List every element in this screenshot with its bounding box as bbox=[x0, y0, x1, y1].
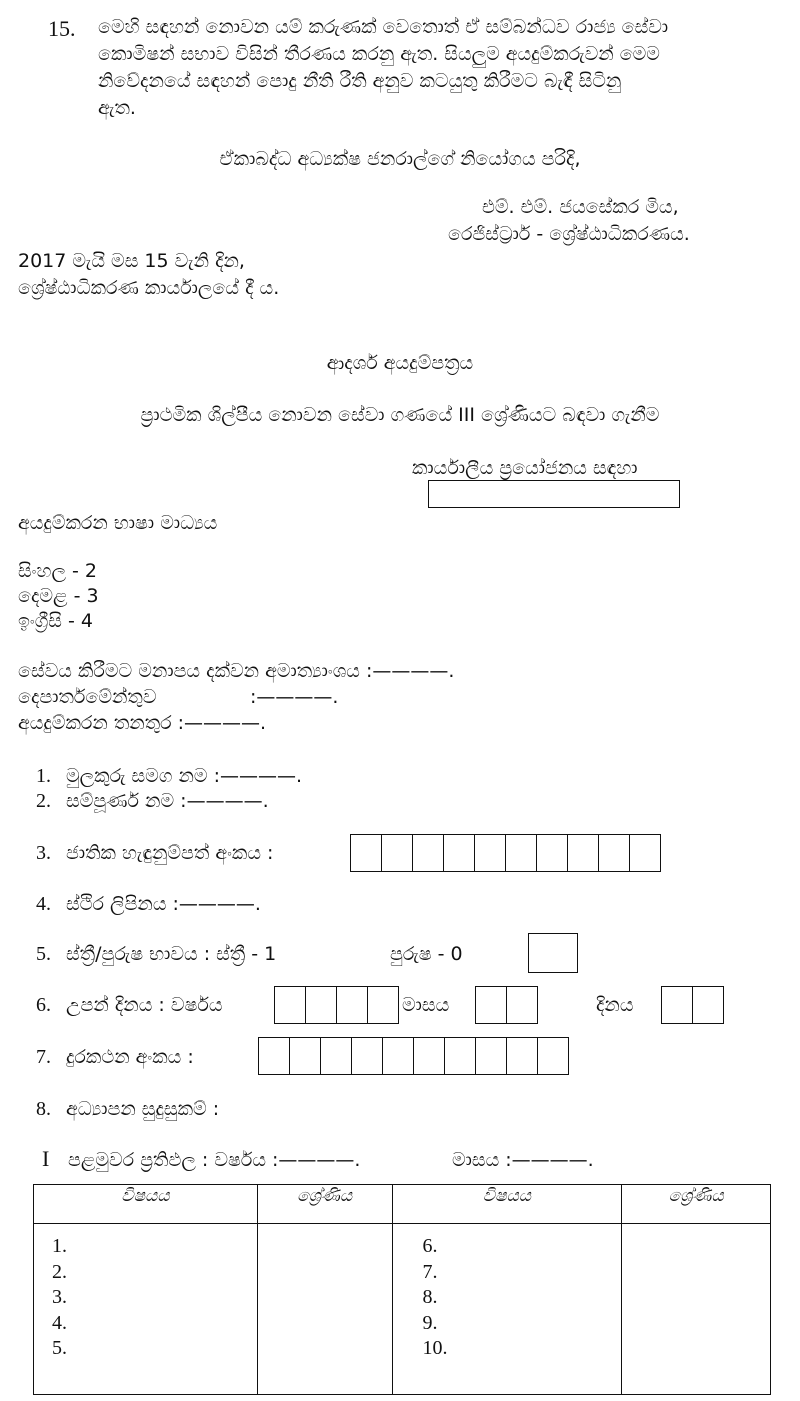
first-attempt-year: පළමුවර ප්‍රතිඵල : වර්ෂය :————. bbox=[68, 1149, 361, 1171]
nic-digit-box[interactable] bbox=[381, 834, 413, 872]
item-5-male-label: පුරුෂ - 0 bbox=[390, 943, 463, 965]
item-1-number: 1. bbox=[36, 765, 51, 787]
post-line: අයදුම්කරන තනතුර :————. bbox=[18, 712, 267, 734]
birth-month-label: මාසය bbox=[402, 994, 450, 1016]
nic-digit-box[interactable] bbox=[567, 834, 599, 872]
subject-header: විෂයය bbox=[34, 1185, 258, 1224]
item-4-label: ස්ථිර ලිපිනය :————. bbox=[66, 893, 261, 915]
item-7-number: 7. bbox=[36, 1046, 51, 1068]
nic-number-boxes[interactable] bbox=[350, 834, 660, 872]
phone-digit-box[interactable] bbox=[320, 1037, 352, 1075]
nic-digit-box[interactable] bbox=[412, 834, 444, 872]
nic-digit-box[interactable] bbox=[474, 834, 506, 872]
issue-place: ශ්‍රේෂ්ඨාධිකරණ කාර්යාලයේ දී ය. bbox=[18, 277, 280, 299]
subject-cell-right[interactable] bbox=[392, 1224, 622, 1395]
item-5-number: 5. bbox=[36, 943, 51, 965]
item-6-number: 6. bbox=[36, 994, 51, 1016]
office-use-box[interactable] bbox=[428, 480, 680, 508]
item-3-number: 3. bbox=[36, 842, 51, 864]
results-table bbox=[33, 1184, 771, 1395]
nic-digit-box[interactable] bbox=[443, 834, 475, 872]
item-8-label: අධ්‍යාපන සුදුසුකම් : bbox=[66, 1098, 220, 1120]
grade-cell-left[interactable] bbox=[257, 1224, 392, 1395]
nic-digit-box[interactable] bbox=[536, 834, 568, 872]
nic-digit-box[interactable] bbox=[350, 834, 382, 872]
item-6-label: උපන් දිනය : වර්ෂය bbox=[66, 994, 223, 1016]
table-header-row bbox=[34, 1185, 771, 1224]
row-number: 9. bbox=[422, 1311, 438, 1334]
grade-cell-right[interactable] bbox=[622, 1224, 771, 1395]
paragraph-line: මෙහි සඳහන් නොවන යම් කරුණක් වෙතොත් ඒ සම්බන්ධව රාජ්‍ය සේවා bbox=[98, 16, 669, 38]
table-row bbox=[34, 1224, 771, 1395]
row-number: 10. bbox=[422, 1337, 448, 1359]
row-number: 2. bbox=[52, 1260, 67, 1283]
paragraph-line: කොමිෂන් සභාව විසින් තීරණය කරනු ඇත. සියලුම අයදුම්කරුවන් මෙම bbox=[98, 43, 660, 65]
row-number: 1. bbox=[52, 1235, 67, 1257]
phone-digit-box[interactable] bbox=[475, 1037, 507, 1075]
paragraph-line: නිවේදනයේ සඳහන් පොදු නීති රීති අනුව කටයුතු කිරීමට බැඳී සිටිනු bbox=[98, 70, 622, 92]
phone-digit-box[interactable] bbox=[382, 1037, 414, 1075]
form-subheading: ප්‍රාථමික ශිල්පීය නොවන සේවා ගණයේ III ශ්‍රේණියට බඳවා ගැනීම bbox=[140, 404, 660, 426]
first-attempt-month: මාසය :————. bbox=[452, 1149, 594, 1171]
language-option-tamil: දෙමළ - 3 bbox=[18, 585, 99, 607]
nic-digit-box[interactable] bbox=[598, 834, 630, 872]
issue-date: 2017 මැයි මස 15 වැනි දින, bbox=[18, 250, 245, 272]
row-number: 8. bbox=[422, 1286, 438, 1308]
row-number: 5. bbox=[52, 1337, 67, 1359]
item-2-label: සම්පූර්ණ නම :————. bbox=[66, 790, 269, 812]
nic-digit-box[interactable] bbox=[629, 834, 661, 872]
item-1-label: මුලකුරු සමග නම :————. bbox=[66, 765, 303, 787]
subject-cell-left[interactable] bbox=[34, 1224, 258, 1395]
birth-month-digit-box[interactable] bbox=[506, 986, 538, 1024]
birth-year-digit-box[interactable] bbox=[367, 986, 399, 1024]
birth-year-boxes[interactable] bbox=[274, 986, 398, 1024]
paragraph-number: 15. bbox=[48, 16, 76, 41]
section-roman-numeral: I bbox=[42, 1146, 50, 1171]
birth-day-boxes[interactable] bbox=[661, 986, 723, 1024]
paragraph-line: ඇත. bbox=[98, 97, 136, 119]
phone-digit-box[interactable] bbox=[537, 1037, 569, 1075]
row-number: 3. bbox=[52, 1286, 67, 1308]
phone-digit-box[interactable] bbox=[444, 1037, 476, 1075]
phone-digit-box[interactable] bbox=[351, 1037, 383, 1075]
birth-month-boxes[interactable] bbox=[475, 986, 537, 1024]
department-value: :————. bbox=[250, 686, 339, 708]
phone-digit-box[interactable] bbox=[289, 1037, 321, 1075]
row-number: 4. bbox=[52, 1311, 67, 1334]
row-number: 7. bbox=[422, 1260, 438, 1283]
grade-header: ශ්‍රේණිය bbox=[622, 1185, 771, 1224]
nic-digit-box[interactable] bbox=[505, 834, 537, 872]
item-8-number: 8. bbox=[36, 1098, 51, 1120]
item-7-label: දුරකථන අංකය : bbox=[66, 1046, 194, 1068]
department-label: දෙපාර්තමේන්තුව bbox=[18, 686, 157, 708]
item-4-number: 4. bbox=[36, 893, 51, 915]
order-line: ඒකාබද්ධ අධ්‍යක්ෂ ජනරාල්ගේ නියෝගය පරිදි, bbox=[219, 148, 581, 170]
ministry-line: සේවය කිරීමට මනාපය දක්වන අමාත්‍යාංශය :————. bbox=[18, 660, 455, 682]
language-medium-label: අයදුම්කරන භාෂා මාධ්‍යය bbox=[18, 512, 218, 534]
form-heading: ආදර්ශ අයදුම්පත්‍රය bbox=[326, 352, 474, 374]
item-3-label: ජාතික හැඳුනුම්පත් අංකය : bbox=[66, 842, 274, 864]
subject-header: විෂයය bbox=[392, 1185, 622, 1224]
signatory-name: එම්. එම්. ජයසේකර මිය, bbox=[482, 196, 679, 218]
signatory-title: රෙජිස්ට්‍රාර් - ශ්‍රේෂ්ඨාධිකරණය. bbox=[448, 223, 690, 245]
birth-day-label: දිනය bbox=[596, 994, 634, 1016]
birth-month-digit-box[interactable] bbox=[475, 986, 507, 1024]
language-option-sinhala: සිංහල - 2 bbox=[18, 560, 97, 582]
language-option-english: ඉංග්‍රීසි - 4 bbox=[18, 610, 93, 632]
birth-year-digit-box[interactable] bbox=[305, 986, 337, 1024]
row-number: 6. bbox=[422, 1235, 438, 1257]
phone-digit-box[interactable] bbox=[258, 1037, 290, 1075]
office-use-label: කාර්යාලීය ප්‍රයෝජනය සඳහා bbox=[412, 457, 638, 479]
phone-number-boxes[interactable] bbox=[258, 1037, 568, 1075]
birth-day-digit-box[interactable] bbox=[661, 986, 693, 1024]
birth-year-digit-box[interactable] bbox=[336, 986, 368, 1024]
item-2-number: 2. bbox=[36, 790, 51, 812]
birth-year-digit-box[interactable] bbox=[274, 986, 306, 1024]
gender-box[interactable] bbox=[528, 933, 578, 973]
item-5-label: ස්ත්‍රී/පුරුෂ භාවය : ස්ත්‍රී - 1 bbox=[66, 943, 277, 965]
phone-digit-box[interactable] bbox=[413, 1037, 445, 1075]
phone-digit-box[interactable] bbox=[506, 1037, 538, 1075]
grade-header: ශ්‍රේණිය bbox=[257, 1185, 392, 1224]
birth-day-digit-box[interactable] bbox=[692, 986, 724, 1024]
